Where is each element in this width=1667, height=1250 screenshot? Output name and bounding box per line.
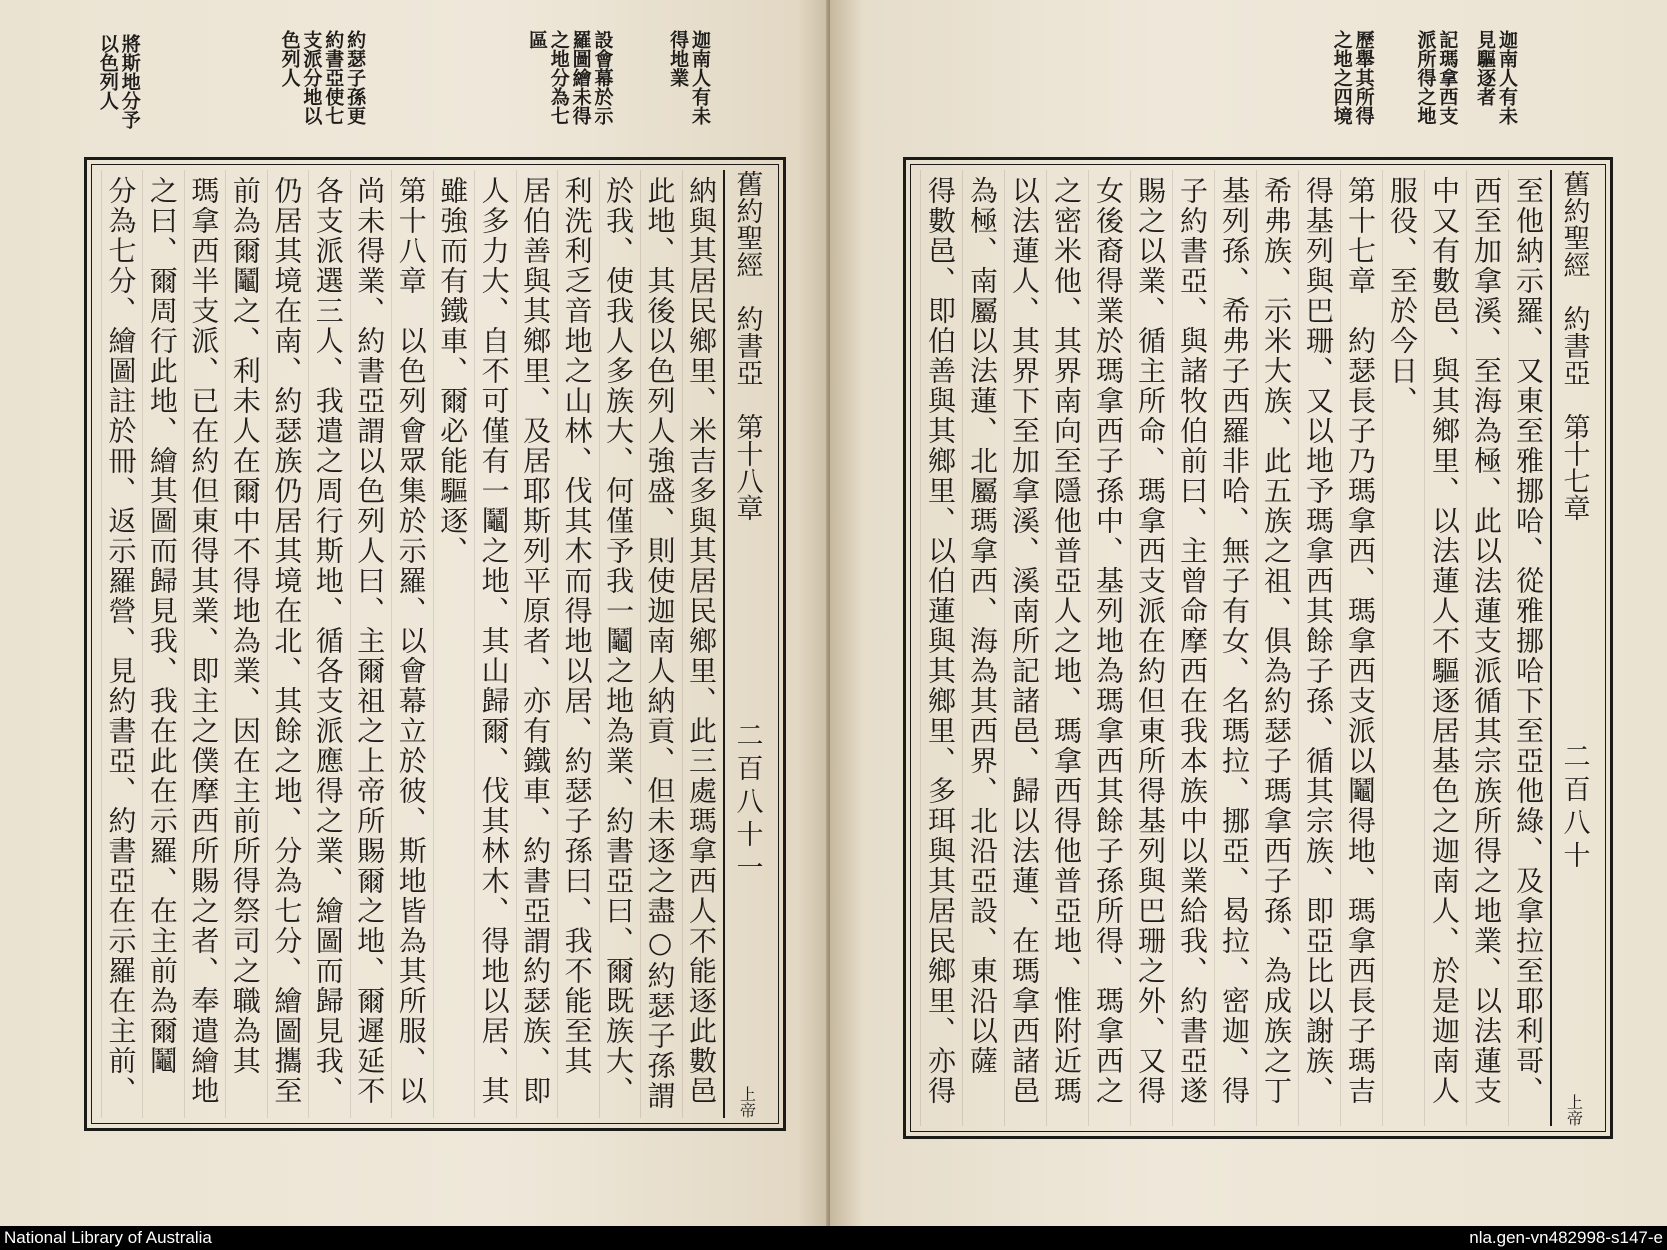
text-column: 子約書亞、與諸牧伯前曰、主曾命摩西在我本族中以業給我、約書亞遂	[1172, 170, 1214, 1126]
margin-note: 將斯地分予以色列人	[96, 34, 141, 129]
text-column: 前為爾鬮之、利未人在爾中不得地為業、因在主前所得祭司之職為其	[225, 170, 266, 1118]
text-column: 西至加拿溪、至海為極、此以法蓮支派循其宗族所得之地業、以法蓮支	[1466, 170, 1508, 1126]
bleed-through-text	[628, 30, 650, 130]
text-column: 之密米他、其界南向至隱他普亞人之地、瑪拿西得他普亞地、惟附近瑪	[1046, 170, 1088, 1126]
margin-note: 約瑟子孫更約書亞使七支派分地以色列人	[278, 30, 367, 125]
text-column: 各支派選三人、我遣之周行斯地、循各支派應得之業、繪圖而歸見我、	[308, 170, 349, 1118]
left-text-frame	[84, 157, 786, 1131]
text-column: 仍居其境在南、約瑟族仍居其境在北、其餘之地、分為七分、繪圖攜至	[267, 170, 308, 1118]
text-column: 利洗利乏音地之山林、伐其木而得地以居、約瑟子孫曰、我不能至其	[557, 170, 598, 1118]
text-column: 納與其居民鄉里、米吉多與其居民鄉里、此三處瑪拿西人不能逐此數邑	[682, 170, 723, 1118]
text-column: 為極、南屬以法蓮、北屬瑪拿西、海為其西界、北沿亞設、東沿以薩	[962, 170, 1004, 1126]
text-column: 於我、使我人多族大、何僅予我一鬮之地為業、約書亞曰、爾既族大、	[599, 170, 640, 1118]
text-column: 服役、至於今日、	[1382, 170, 1424, 1126]
text-column: 人多力大、自不可僅有一鬮之地、其山歸爾、伐其林木、得地以居、其	[474, 170, 515, 1118]
right-page	[830, 0, 1667, 1226]
margin-note: 記瑪拿西支派所得之地	[1414, 30, 1459, 125]
text-column: 此地、其後以色列人強盛、則使迦南人納貢、但未逐之盡○約瑟子孫謂	[640, 170, 681, 1118]
text-column: 賜之以業、循主所命、瑪拿西支派在約但東所得基列與巴珊之外、又得	[1130, 170, 1172, 1126]
text-column: 得基列與巴珊、又以地予瑪拿西其餘子孫、循其宗族、即亞比以謝族、	[1298, 170, 1340, 1126]
text-column: 女後裔得業於瑪拿西子孫中、基列地為瑪拿西其餘子孫所得、瑪拿西之	[1088, 170, 1130, 1126]
sheet-mark: 上帝	[737, 1086, 757, 1118]
right-text-columns	[920, 170, 1550, 1126]
sheet-mark: 上帝	[1564, 1094, 1584, 1126]
running-title: 舊約聖經 約書亞 第十八章	[731, 170, 763, 521]
left-margin-notes-outer	[80, 34, 140, 134]
text-column: 尚未得業、約書亞謂以色列人曰、主爾祖之上帝所賜爾之地、爾遲延不	[350, 170, 391, 1118]
text-column: 基列孫、希弗子西羅非哈、無子有女、名瑪拉、挪亞、曷拉、密迦、得	[1214, 170, 1256, 1126]
margin-note: 設會幕於示羅圖繪未得之地分為七區	[525, 30, 614, 125]
text-column: 以法蓮人、其界下至加拿溪、溪南所記諸邑、歸以法蓮、在瑪拿西諸邑	[1004, 170, 1046, 1126]
running-title: 舊約聖經 約書亞 第十七章	[1558, 170, 1590, 521]
right-running-head	[1550, 170, 1600, 1126]
archive-footer	[0, 1226, 1667, 1250]
margin-note: 迦南人有未得地業	[667, 30, 711, 125]
text-column: 得數邑、即伯善與其鄉里、以伯蓮與其鄉里、多珥與其居民鄉里、亦得	[920, 170, 962, 1126]
margin-note: 歷舉其所得之地之四境	[1330, 30, 1375, 125]
text-column: 希弗族、示米大族、此五族之祖、俱為約瑟子瑪拿西子孫、為成族之丁	[1256, 170, 1298, 1126]
page-number: 二百八十	[1558, 741, 1590, 874]
margin-note: 迦南人有未見驅逐者	[1474, 30, 1518, 125]
text-column: 瑪拿西半支派、已在約但東得其業、即主之僕摩西所賜之者、奉遣繪地	[184, 170, 225, 1118]
left-page	[0, 0, 830, 1226]
item-identifier: nla.gen-vn482998-s147-e	[1469, 1228, 1663, 1247]
library-name: National Library of Australia	[4, 1228, 212, 1247]
right-text-frame	[903, 157, 1613, 1139]
chapter-heading-column: 第十八章 以色列會眾集於示羅、以會幕立於彼、斯地皆為其所服、以	[391, 170, 432, 1118]
text-column: 居伯善與其鄉里、及居耶斯列平原者、亦有鐵車、約書亞謂約瑟族、即	[516, 170, 557, 1118]
chapter-heading-column: 第十七章 約瑟長子乃瑪拿西、瑪拿西支派以鬮得地、瑪拿西長子瑪吉	[1340, 170, 1382, 1126]
page-number: 二百八十一	[731, 721, 763, 886]
text-column: 分為七分、繪圖註於冊、返示羅營、見約書亞、約書亞在示羅在主前、	[101, 170, 142, 1118]
left-text-columns	[101, 170, 723, 1118]
text-column: 之曰、爾周行此地、繪其圖而歸見我、我在此在示羅、在主前為爾鬮	[142, 170, 183, 1118]
left-running-head	[723, 170, 773, 1118]
text-column: 至他納示羅、又東至雅挪哈、從雅挪哈下至亞他綠、及拿拉至耶利哥、	[1508, 170, 1550, 1126]
right-margin-notes	[1314, 30, 1517, 130]
left-margin-notes	[158, 30, 710, 130]
text-column: 雖強而有鐵車、爾必能驅逐、	[433, 170, 474, 1118]
text-column: 中又有數邑、與其鄉里、以法蓮人不驅逐居基色之迦南人、於是迦南人	[1424, 170, 1466, 1126]
